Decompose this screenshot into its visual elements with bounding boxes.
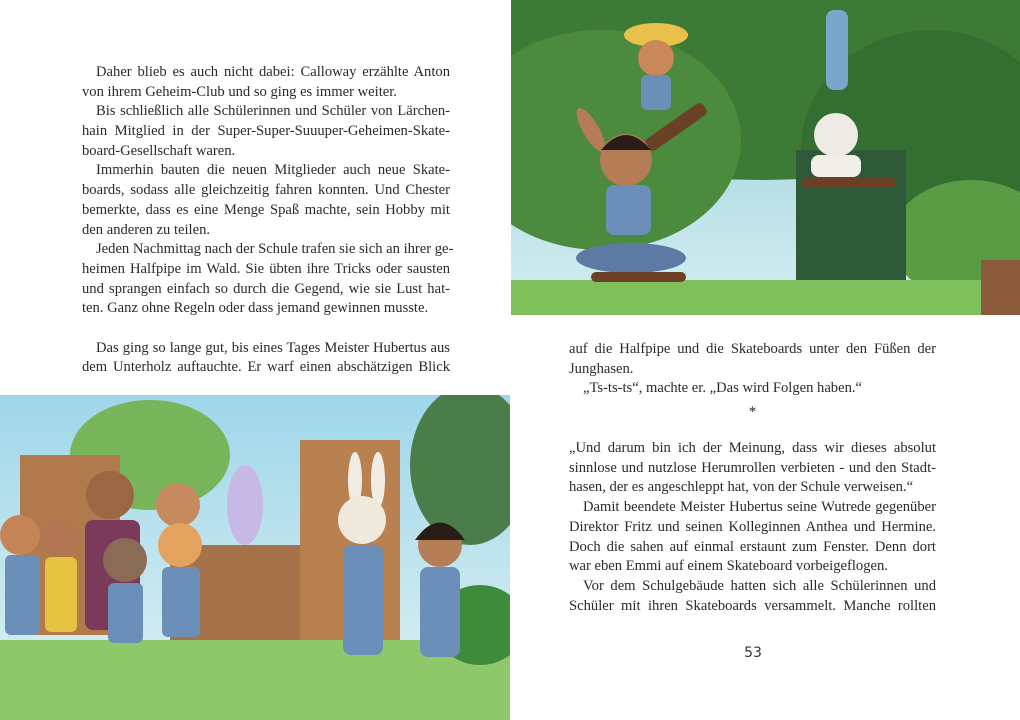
text-line: dem Unterholz auftauchte. Er warf einen abschätzigen Blick (82, 359, 450, 376)
text-line: Damit beendete Meister Hubertus seine Wutrede gegenüber (583, 499, 936, 516)
text-line: Junghasen. (569, 360, 634, 377)
text-line: war eben Emmi auf einem Skateboard vorbeigeflogen. (569, 558, 888, 575)
section-separator: * (748, 404, 757, 421)
text-line: heimen Halfpipe im Wald. Sie übten ihre Tricks oder sausten (82, 260, 450, 277)
text-line: Doch die sahen auf einmal erstaunt zum Fenster. Denn dort (569, 538, 936, 555)
text-line: hasen, der es angeschleppt hat, von der Schule verweisen.“ (569, 479, 914, 496)
paragraph-gap (82, 319, 450, 339)
text-line: und sprangen einfach so durch die Gegend, wie sie Lust hat- (82, 280, 450, 297)
text-line: auf die Halfpipe und die Skateboards unter den Füßen der (569, 341, 936, 357)
text-line: Direktor Fritz und seinen Kolleginnen Anthea und Hermine. (569, 518, 936, 535)
text-line: bemerkte, dass es eine Menge Spaß machte, sein Hobby mit (82, 201, 450, 218)
text-line: „Ts-ts-ts“, machte er. „Das wird Folgen haben.“ (583, 380, 863, 397)
text-line: board-Gesellschaft waren. (82, 142, 236, 159)
right-text-top (569, 340, 936, 399)
text-line: Immerhin bauten die neuen Mitglieder auch neue Skate- (96, 162, 450, 179)
text-line: den anderen zu teilen. (82, 221, 211, 238)
text-line: Daher blieb es auch nicht dabei: Calloway erzählte Anton (96, 64, 450, 80)
text-line: ten. Ganz ohne Regeln oder dass jemand gewinnen musste. (82, 300, 429, 317)
text-line: Jeden Nachmittag nach der Schule trafen sie sich an ihrer ge- (96, 241, 454, 258)
text-line: hain Mitglied in der Super-Super-Suuuper-Geheimen-Skate- (82, 123, 450, 140)
text-line: „Und darum bin ich der Meinung, dass wir dieses absolut (569, 440, 936, 457)
text-line: Das ging so lange gut, bis eines Tages Meister Hubertus aus (96, 339, 450, 356)
page-number: 53 (744, 645, 762, 661)
illustration-skating-rabbits-in-tree (511, 0, 1020, 315)
text-line: sinnlose und nutzlose Herumrollen verbieten - und den Stadt- (569, 459, 936, 476)
text-line: Vor dem Schulgebäude hatten sich alle Schülerinnen und (583, 577, 936, 594)
right-text-bottom (569, 439, 936, 616)
rabbit-girl-right (415, 523, 465, 658)
right-page-text (569, 340, 936, 616)
text-line: von ihrem Geheim-Club und so ging es immer weiter. (82, 83, 397, 100)
text-line: Schüler mit ihren Skateboards versammelt. Manche rollten (569, 597, 936, 614)
illustration-rabbits-at-fence (0, 395, 510, 720)
text-line: Bis schließlich alle Schülerinnen und Schüler von Lärchen- (96, 103, 450, 120)
text-line: boards, sodass alle gleichzeitig fahren konnten. Und Chester (82, 182, 450, 199)
left-page-text (82, 63, 454, 378)
